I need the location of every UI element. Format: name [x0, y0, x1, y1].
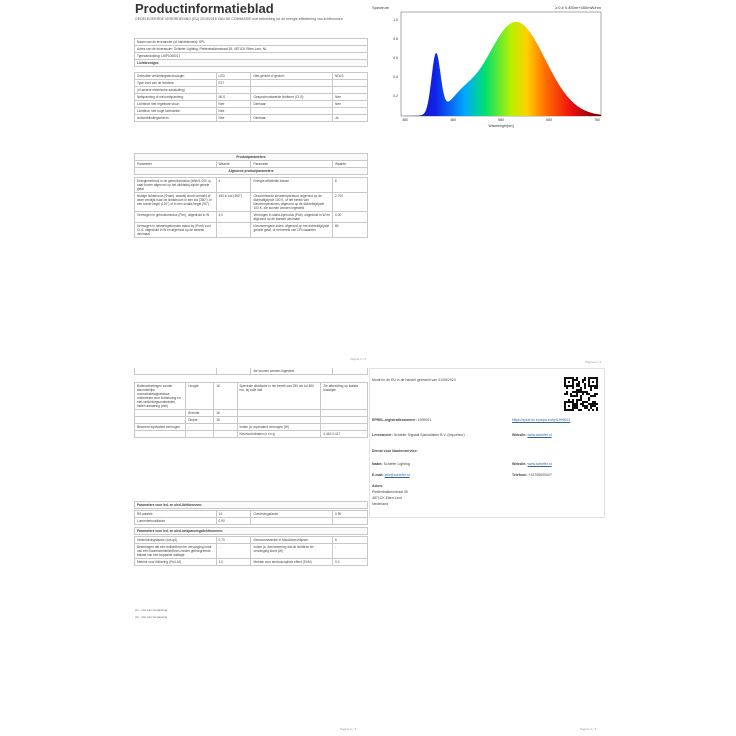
table-row [135, 559, 368, 566]
page-number: Pagina 2 / 3 [340, 727, 357, 731]
spectrum-label: Spectrum [372, 5, 390, 10]
x-tick-label: 380 [402, 118, 408, 122]
mains-section [134, 527, 368, 535]
section-led: Parameters voor led- en oled-lichtbronnen: [135, 502, 368, 509]
table-cell [251, 518, 333, 525]
table-cell: Beweringen dat een ledlichtbron ter vervanging komt van een fluorescentielichtbron zonder geïntegreerde ballast van een bepaalde wattage [135, 544, 217, 559]
phone-value: +31765000007 [528, 473, 552, 477]
spectrum-chart [369, 0, 605, 130]
name-label: Naam: [372, 462, 383, 466]
table-cell: 0,70 [216, 537, 251, 544]
table-cell: E [333, 178, 368, 193]
website-link[interactable]: www.schiefer.nl [527, 462, 552, 466]
table-cell: 4,0 [216, 212, 251, 223]
dimensions-table [134, 382, 368, 438]
table-cell: Hoogte [186, 383, 214, 410]
table-cell [186, 431, 214, 438]
light-source-table [134, 72, 368, 122]
supplier-name: Naam van de leverancier (of handelsmerk): SPL [135, 39, 368, 46]
table-cell: Gecorreleerde kleurtemperatuur, afgerond op de dichtstbijzijnde 100 K, of het bereik van kleurtemperaturen, afgerond op de dichtstbijzijnde 100 K, die kunnen worden ingesteld [251, 193, 333, 212]
table-cell: 80 [333, 223, 368, 238]
page-number: Pagina 3 / 3 [580, 727, 597, 731]
led-section [134, 501, 368, 509]
spectrum-readout: λ:0 # 0.450m+450mW/nm [555, 5, 601, 10]
table-cell: 1,0 [216, 559, 251, 566]
table-cell: 2.700 [333, 193, 368, 212]
page-4-contact [369, 368, 605, 518]
supplier-address: Adres van de leverancier: Schiefer Lighting, Plettenbakkenstraat 35, 4871CK Etten-Leur, NL [135, 46, 368, 53]
table-row [135, 537, 368, 544]
supplier-table [134, 38, 368, 67]
address-line: 4871CK Etten-Leur [372, 496, 402, 500]
table-cell [333, 108, 368, 115]
eprel-link[interactable]: https://eprel.ec.europa.eu/qr/1999921 [512, 418, 571, 422]
table-cell [135, 417, 186, 424]
regulation-subtitle: GEDELEGEERDE VERORDENING (EU) 2019/2015 VAN DE COMMISSIE met betrekking tot de energie-etikettering van lichtbronnen [135, 17, 343, 21]
table-row [135, 87, 368, 94]
supplier-value: Schiefer Signaal Specialisten B.V. (Importeur) [393, 433, 465, 437]
table-cell [237, 417, 321, 424]
table-cell: - [216, 544, 251, 559]
table-cell [251, 108, 333, 115]
table-cell: Diepte [186, 417, 214, 424]
table-cell: Vermogen in stand-bymodus (Psb), uitgedrukt in W en afgerond op de tweede decimaal [251, 212, 333, 223]
table-cell: 14 [216, 511, 251, 518]
table-cell: Nee [216, 115, 251, 122]
table-cell: Indien ja, dan bewering dat de lichtbron ter vervanging komt (W) [251, 544, 333, 559]
table-cell: - [321, 424, 368, 431]
table-cell: Ja [333, 115, 368, 122]
table-cell: 16 [214, 383, 237, 410]
table-cell [333, 87, 368, 94]
table-row [135, 80, 368, 87]
table-cell: Energie-efficiëntie-klasse [251, 178, 333, 193]
phone-label: Telefoon: [512, 473, 528, 477]
page-1 [134, 0, 368, 362]
website-label: Website: [512, 433, 527, 437]
table-cell: Vermogen in gebruiksmodus (Pon), uitgedrukt in W [135, 212, 217, 223]
table-cell: Dimbaar: [251, 101, 333, 108]
table-cell [321, 417, 368, 424]
table-cell: Nuttige lichtstroom (Φuse), waarbij wordt vermeld of deze verwijst naar de lichtstroom in een bol (360°), in een brede kegel (120°) of in een smalle kegel (90°) [135, 193, 217, 212]
website-link[interactable]: www.schiefer.nl [527, 433, 552, 437]
table-cell: Kleurconsistentie in MacAdam-ellipsen [251, 537, 333, 544]
table-cell: Lumenbehoudfactor [135, 518, 217, 525]
market-date: Model in de EU in de handel gebracht van 01/05/2024 [372, 378, 456, 382]
col-header: Waarde [216, 161, 251, 168]
table-cell: Nee [216, 108, 251, 115]
table-cell [333, 80, 368, 87]
service-label: Dienst voor klantenservice: [372, 449, 418, 453]
table-row [135, 383, 368, 410]
col-header: Parameter [251, 161, 333, 168]
table-cell: Kleurcoördinaten (x en y) [237, 431, 321, 438]
table-cell: LED [216, 73, 251, 80]
table-cell: Dimbaar: [251, 115, 333, 122]
page-number: Pagina 1 / 3 [349, 357, 366, 361]
x-tick-label: 480 [450, 118, 456, 122]
table-row [135, 101, 368, 108]
table-cell: Buitenafmetingen zonder afzonderlijke voorschakelapparatuur, onderdelen voor lichtsturing en niet-verlichtingsonderdelen, indien aanwezig (mm) [135, 383, 186, 410]
table-cell: (of andere elektrische aansluiting) [135, 87, 217, 94]
section-mains: Parameters voor led- en oled-netspanningslichtbronnen: [135, 528, 368, 535]
table-cell: R9-waarde [135, 511, 217, 518]
mains-params-table [134, 536, 368, 566]
table-row [135, 73, 368, 80]
x-axis-label: Wavelength[nm] [488, 124, 514, 128]
table-cell: 16 [214, 417, 237, 424]
table-row [135, 223, 368, 238]
supplier-label: Leverancier: [372, 433, 393, 437]
address-line: Plettenbakkenstraat 35 [372, 490, 408, 494]
y-tick-label: 0.6 [393, 56, 398, 61]
qr-code-icon[interactable] [564, 377, 598, 411]
table-cell: Overlevingsfactor [251, 511, 333, 518]
section-general: Algemene productparameters [135, 168, 368, 175]
footnote: (2) - niet van toepassing [135, 615, 168, 619]
table-cell: Energieverbruik in de gebruiksmodus (kWh/1 000 u), naar boven afgerond op het dichtstbij-zijnde gehele getal [135, 178, 217, 193]
y-tick-label: 0.4 [393, 75, 398, 80]
x-tick-label: 780 [594, 118, 600, 122]
params-header-table [134, 153, 368, 175]
website-label: Website: [512, 462, 527, 466]
page-number: Pagina 2 / 3 [585, 360, 602, 364]
table-cell: MLS [216, 94, 251, 101]
footnote: (1) - niet van toepassing [135, 608, 168, 612]
table-row [135, 431, 368, 438]
continued-table [134, 368, 368, 375]
table-cell: Netspanning of niet-netspanning: [135, 94, 217, 101]
col-header: Parameter [135, 161, 217, 168]
table-cell: Breedte [186, 410, 214, 417]
table-cell: 0,4 [333, 559, 368, 566]
table-cell: Lichtbron met regelbare stuur: [135, 101, 217, 108]
table-cell: Gebruikte verlichtingstechnologie: [135, 73, 217, 80]
table-cell: - [333, 544, 368, 559]
table-cell [321, 410, 368, 417]
table-cell: Verschuivingsfactor (cos φ1) [135, 537, 217, 544]
table-cell: 16 [214, 410, 237, 417]
table-cell [214, 431, 237, 438]
x-tick-label: 680 [546, 118, 552, 122]
table-row [135, 108, 368, 115]
table-cell: 4 [216, 178, 251, 193]
table-cell: 450 in bol (360°) [216, 193, 251, 212]
table-cell: Niet-gericht of gericht: [251, 73, 333, 80]
y-tick-label: 0.2 [393, 94, 398, 99]
table-cell [333, 518, 368, 525]
table-cell: Type voet van de lichtbron [135, 80, 217, 87]
table-cell: 0,463 0,417 [321, 431, 368, 438]
table-cell: 6 [333, 537, 368, 544]
table-cell: Indien ja, equivalent vermogen (W) [237, 424, 321, 431]
general-params-table [134, 177, 368, 238]
table-cell: Zie afbeelding op laatste bladzijde [321, 383, 368, 410]
table-cell: - [186, 424, 214, 431]
table-cell: Kleurweergave-index, afgerond op het dichtstbijzijnde gehele getal, of het bereik van CRI-waarden [251, 223, 333, 238]
y-tick-label: 1.0 [393, 18, 398, 23]
eprel-value: 1999921 [417, 418, 432, 422]
name-value: Schiefer Lighting [383, 462, 410, 466]
table-row [135, 115, 368, 122]
col-header: Waarde [333, 161, 368, 168]
address-label: Adres: [372, 484, 384, 488]
table-cell: Metriek voor stroboscopisch effect (SVM) [251, 559, 333, 566]
page-2-spectrum [369, 0, 605, 130]
continued-text: die kunnen worden ingesteld [251, 368, 333, 375]
email-link[interactable]: info@schiefer.nl [384, 473, 410, 477]
page-title: Productinformatieblad [135, 1, 274, 16]
address-line: Nederland [372, 502, 389, 506]
email-label: E-mail: [372, 473, 384, 477]
led-params-table [134, 510, 368, 525]
table-row [135, 511, 368, 518]
table-row [135, 410, 368, 417]
table-cell: 0,90 [216, 518, 251, 525]
table-cell [237, 410, 321, 417]
table-cell: NDLS [333, 73, 368, 80]
table-cell: 0,90 [333, 511, 368, 518]
table-cell: Beweerd equivalent vermogen [135, 424, 186, 431]
table-cell: Gesynchroniseerde lichtbron (CLS): [251, 94, 333, 101]
table-row [135, 518, 368, 525]
table-cell [216, 87, 251, 94]
table-cell [135, 410, 186, 417]
table-row [135, 544, 368, 559]
section-product-params: Productparameters [135, 154, 368, 161]
model-identifier: Typeaanduiding: LMP1006017 [135, 53, 368, 60]
table-cell: Nee [333, 101, 368, 108]
table-cell: Nee [333, 94, 368, 101]
table-row [135, 178, 368, 193]
table-cell: - [216, 223, 251, 238]
eprel-label: EPREL-registratienummer: [372, 418, 417, 422]
table-cell [251, 87, 333, 94]
table-row [135, 417, 368, 424]
table-cell: Spectrale distributie in het bereik van 250 nm tot 800 nm, bij volle last [237, 383, 321, 410]
table-row [135, 94, 368, 101]
table-cell: 0,00 [333, 212, 368, 223]
table-cell: Metriek voor flikkering (Pst LM) [135, 559, 217, 566]
table-cell: Lichtbron met hoge luminantie: [135, 108, 217, 115]
page-3 [134, 368, 368, 658]
section-light-source: Lichtbrontype: [135, 60, 368, 67]
x-tick-label: 580 [498, 118, 504, 122]
table-cell [214, 424, 237, 431]
table-row [135, 193, 368, 212]
table-row [135, 212, 368, 223]
table-cell: Antiverblindingscherm: [135, 115, 217, 122]
table-cell: Vermogen in netwerkgebonden stand-by (Pnet) voor CLS, uitgedrukt in W en afgerond op de tweede decimaal [135, 223, 217, 238]
table-cell: Nee [216, 101, 251, 108]
table-cell [251, 80, 333, 87]
table-row [135, 424, 368, 431]
table-cell [135, 431, 186, 438]
table-cell: E27 [216, 80, 251, 87]
y-tick-label: 0.8 [393, 37, 398, 42]
